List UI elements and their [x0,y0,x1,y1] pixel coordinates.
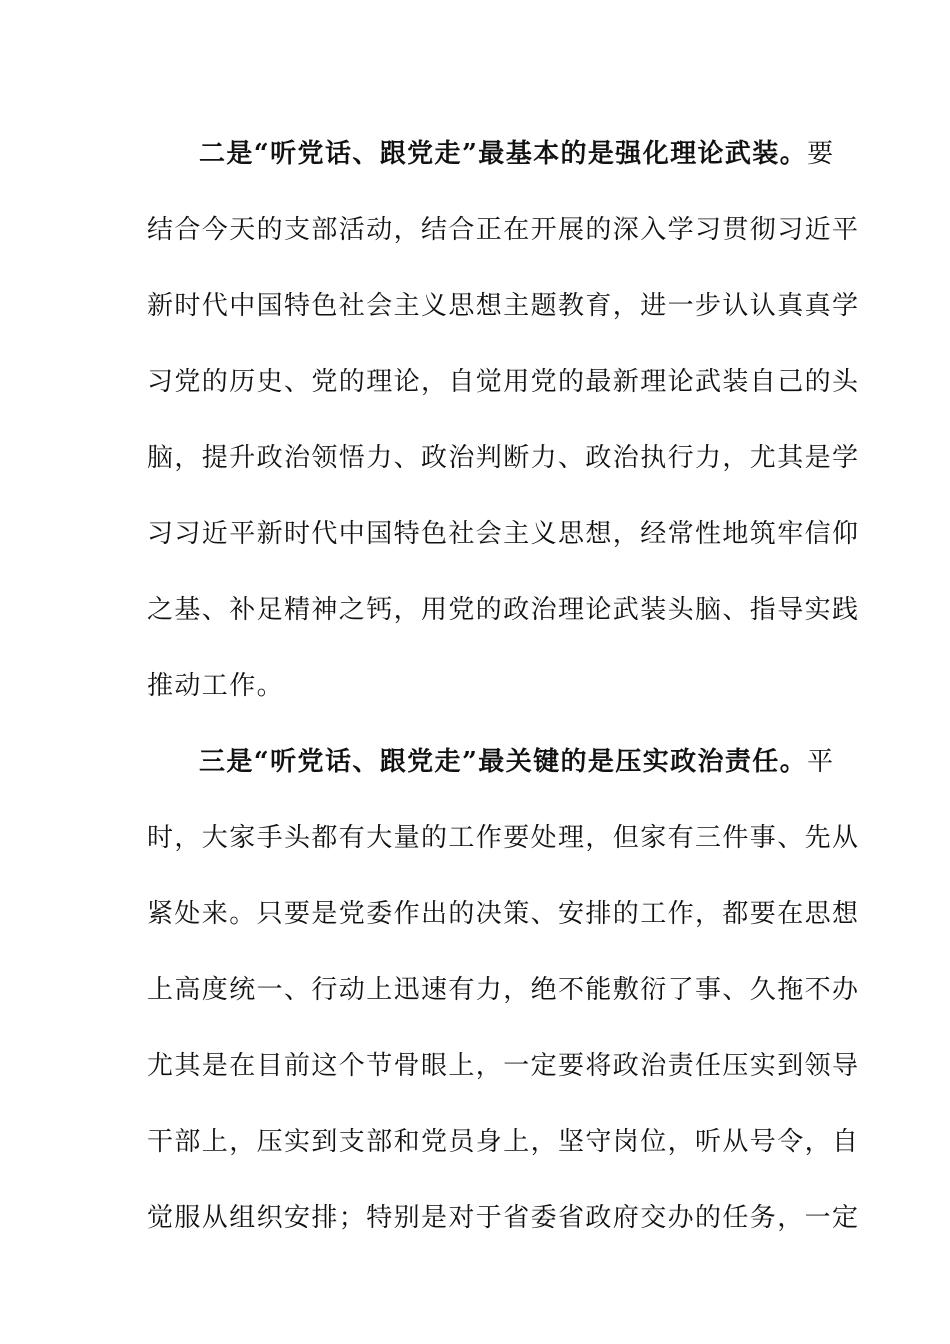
paragraph-lead-heading: 三是“听党话、跟党走”最关键的是压实政治责任。 [199,747,808,777]
paragraph-line: 觉服从组织安排；特别是对于省委省政府交办的任务，一定 [147,1203,860,1233]
paragraph-first-line [147,130,835,206]
paragraph-line: 习习近平新时代中国特色社会主义思想，经常性地筑牢信仰 [147,519,860,549]
paragraph-theory-arming [147,130,860,738]
document-body [147,130,860,1270]
paragraph-line: 尤其是在目前这个节骨眼上，一定要将政治责任压实到领导 [147,1051,860,1081]
paragraph-line-text: 平 [807,747,835,777]
paragraph-line: 脑，提升政治领悟力、政治判断力、政治执行力，尤其是学 [147,443,860,473]
paragraph-line: 习党的历史、党的理论，自觉用党的最新理论武装自己的头 [147,367,860,397]
paragraph-line-text: 要 [807,139,835,169]
paragraph-line: 时，大家手头都有大量的工作要处理，但家有三件事、先从 [147,823,860,853]
paragraph-line: 上高度统一、行动上迅速有力，绝不能敷衍了事、久拖不办 [147,975,860,1005]
paragraph-first-line [147,738,835,814]
paragraph-political-responsibility [147,738,860,1270]
paragraph-line: 新时代中国特色社会主义思想主题教育，进一步认认真真学 [147,291,860,321]
paragraph-lead-heading: 二是“听党话、跟党走”最基本的是强化理论武装。 [199,139,808,169]
paragraph-line: 推动工作。 [147,671,285,701]
paragraph-line: 结合今天的支部活动，结合正在开展的深入学习贯彻习近平 [147,215,860,245]
paragraph-line: 紧处来。只要是党委作出的决策、安排的工作，都要在思想 [147,899,860,929]
paragraph-line: 之基、补足精神之钙，用党的政治理论武装头脑、指导实践 [147,595,860,625]
paragraph-line: 干部上，压实到支部和党员身上，坚守岗位，听从号令，自 [147,1127,860,1157]
